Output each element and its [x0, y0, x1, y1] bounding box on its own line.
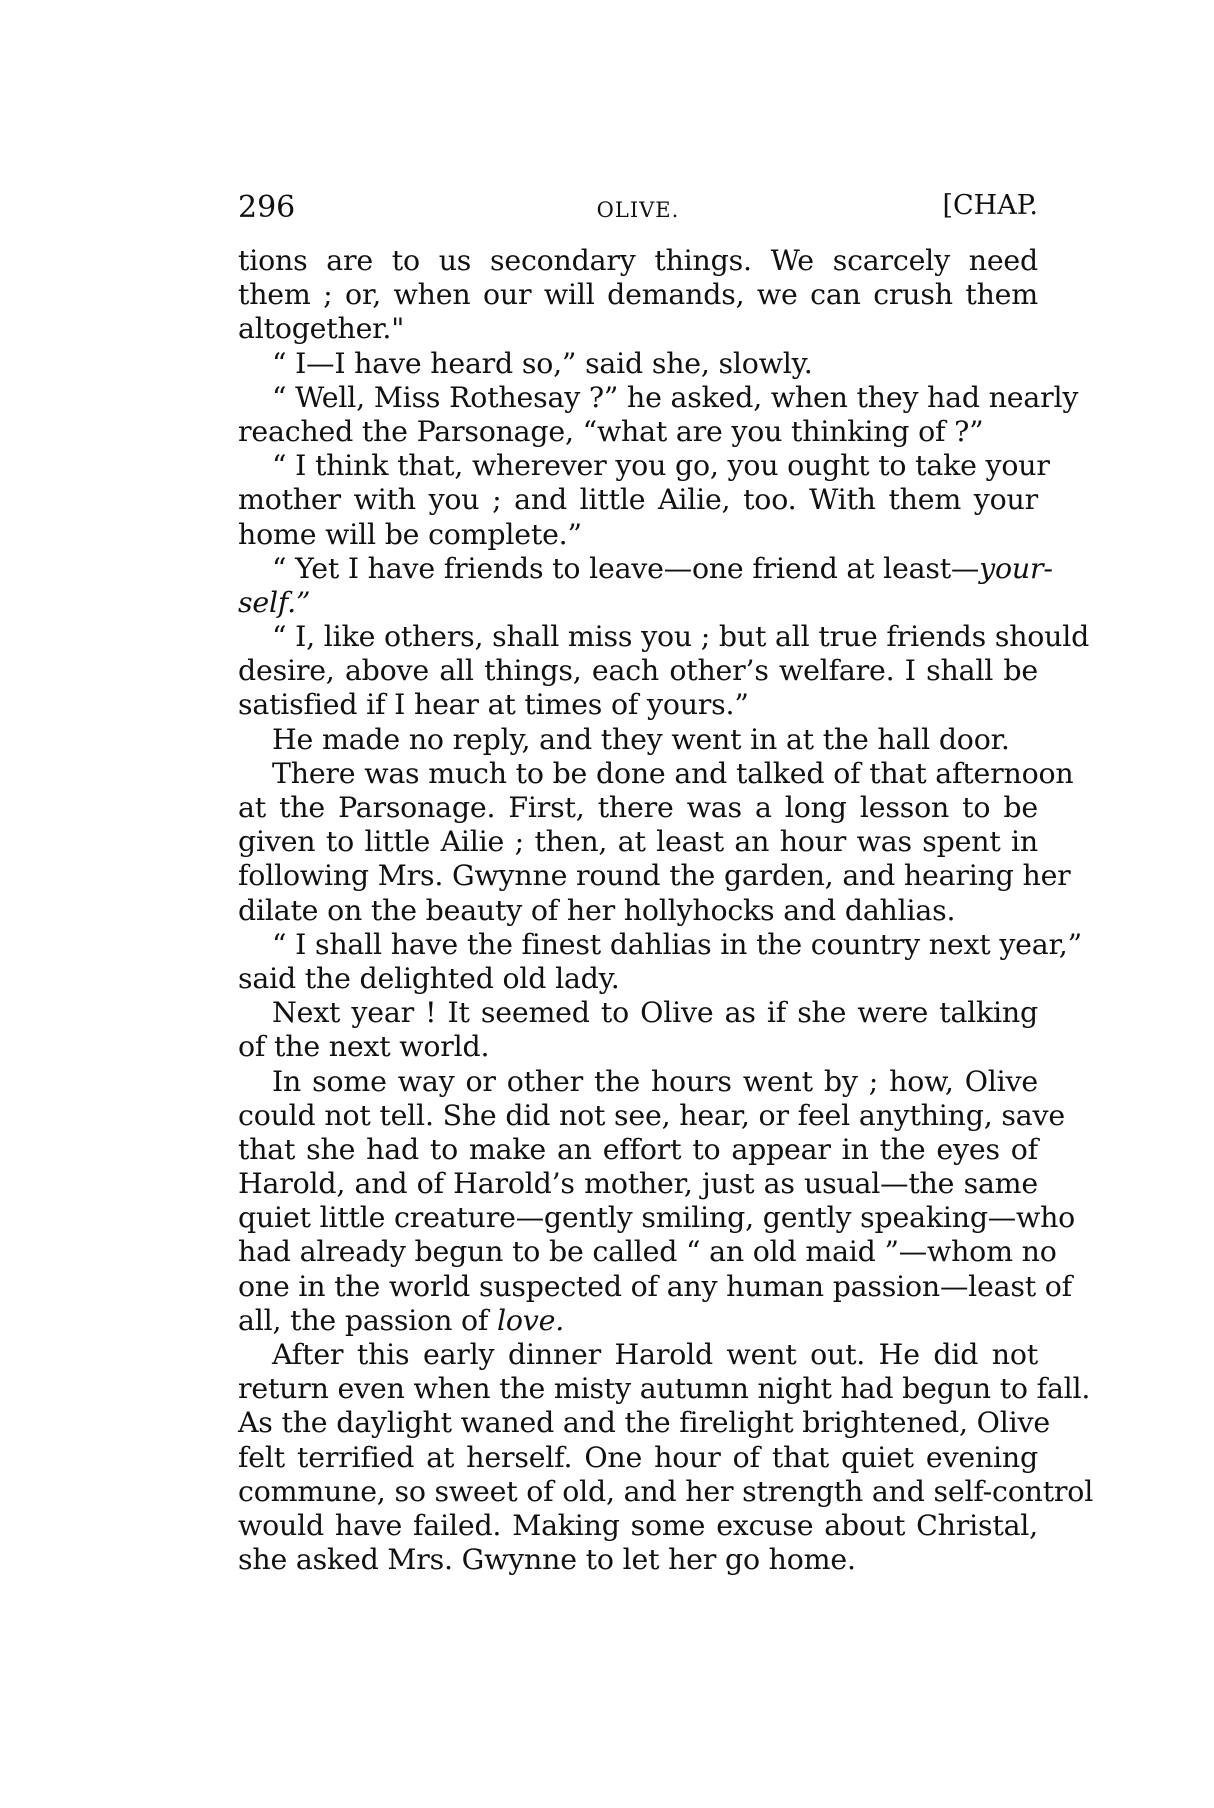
text-line: at the Parsonage. First, there was a long lesson to be	[238, 791, 1038, 824]
text-line: home will be complete.”	[238, 517, 582, 551]
text-line: would have failed. Making some excuse about Christal,	[238, 1508, 1038, 1542]
text-line-part: “ Yet I have friends to leave—one friend at least—	[272, 551, 980, 585]
text-line: Next year ! It seemed to Olive as if she were talking	[272, 996, 1038, 1030]
text-line: one in the world suspected of any human passion—least of	[238, 1269, 1072, 1303]
text-line: He made no reply, and they went in at the hall door.	[272, 722, 1010, 756]
text-line: There was much to be done and talked of that afternoon	[272, 756, 1074, 790]
running-title: OLIVE.	[596, 198, 680, 222]
text-line: “ Well, Miss Rothesay ?” he asked, when they had nearly	[272, 380, 1079, 414]
text-line: “ I think that, wherever you go, you ought to take your	[272, 449, 1050, 483]
text-line: tions are to us secondary things. We scarcely need	[238, 244, 1038, 277]
text-line: “ I—I have heard so,” said she, slowly.	[272, 346, 813, 380]
text-line: return even when the misty autumn night had begun to fall.	[238, 1372, 1091, 1406]
text-line-part: all, the passion of	[238, 1303, 498, 1337]
text-line: quiet little creature—gently smiling, gently speaking—who	[238, 1201, 1076, 1235]
text-line: could not tell. She did not see, hear, or feel anything, save	[238, 1098, 1065, 1132]
text-line: commune, so sweet of old, and her strength and self-control	[238, 1474, 1094, 1508]
text-line: self.”	[238, 585, 311, 619]
text-line	[238, 1304, 1038, 1338]
text-line: desire, above all things, each other’s welfare. I shall be	[238, 654, 1038, 688]
text-line: them ; or, when our will demands, we can crush them	[238, 278, 1038, 312]
text-line: satisfied if I hear at times of yours.”	[238, 688, 749, 722]
text-line: of the next world.	[238, 1030, 490, 1064]
text-line: dilate on the beauty of her hollyhocks and dahlias.	[238, 893, 956, 927]
text-line: In some way or other the hours went by ; how, Olive	[272, 1064, 1038, 1098]
text-line: reached the Parsonage, “what are you thinking of ?”	[238, 414, 984, 448]
text-line: felt terrified at herself. One hour of that quiet evening	[238, 1440, 1038, 1474]
text-line: mother with you ; and little Ailie, too. With them your	[238, 483, 1038, 517]
text-line: After this early dinner Harold went out. He did not	[272, 1338, 1038, 1371]
text-line: had already begun to be called “ an old maid ”—whom no	[238, 1235, 1057, 1269]
text-line: said the delighted old lady.	[238, 961, 620, 995]
text-line: given to little Ailie ; then, at least an hour was spent in	[238, 825, 1038, 859]
italic-word: your-	[979, 551, 1053, 585]
text-line	[238, 551, 1053, 586]
chapter-mark: [CHAP.	[942, 190, 1038, 221]
text-line: “ I shall have the finest dahlias in the country next year,”	[272, 927, 1082, 961]
body-text	[238, 244, 1094, 1577]
text-line: Harold, and of Harold’s mother, just as usual—the same	[238, 1167, 1038, 1201]
italic-word: love.	[497, 1303, 565, 1337]
text-line: altogether."	[238, 312, 405, 346]
text-line: she asked Mrs. Gwynne to let her go home.	[238, 1543, 856, 1577]
running-header	[238, 190, 1038, 230]
text-line: that she had to make an effort to appear in the eyes of	[238, 1132, 1038, 1166]
page-number: 296	[238, 190, 296, 225]
text-line: following Mrs. Gwynne round the garden, and hearing her	[238, 859, 1071, 893]
text-line: As the daylight waned and the firelight brightened, Olive	[238, 1406, 1050, 1440]
text-line: “ I, like others, shall miss you ; but all true friends should	[272, 620, 1090, 654]
